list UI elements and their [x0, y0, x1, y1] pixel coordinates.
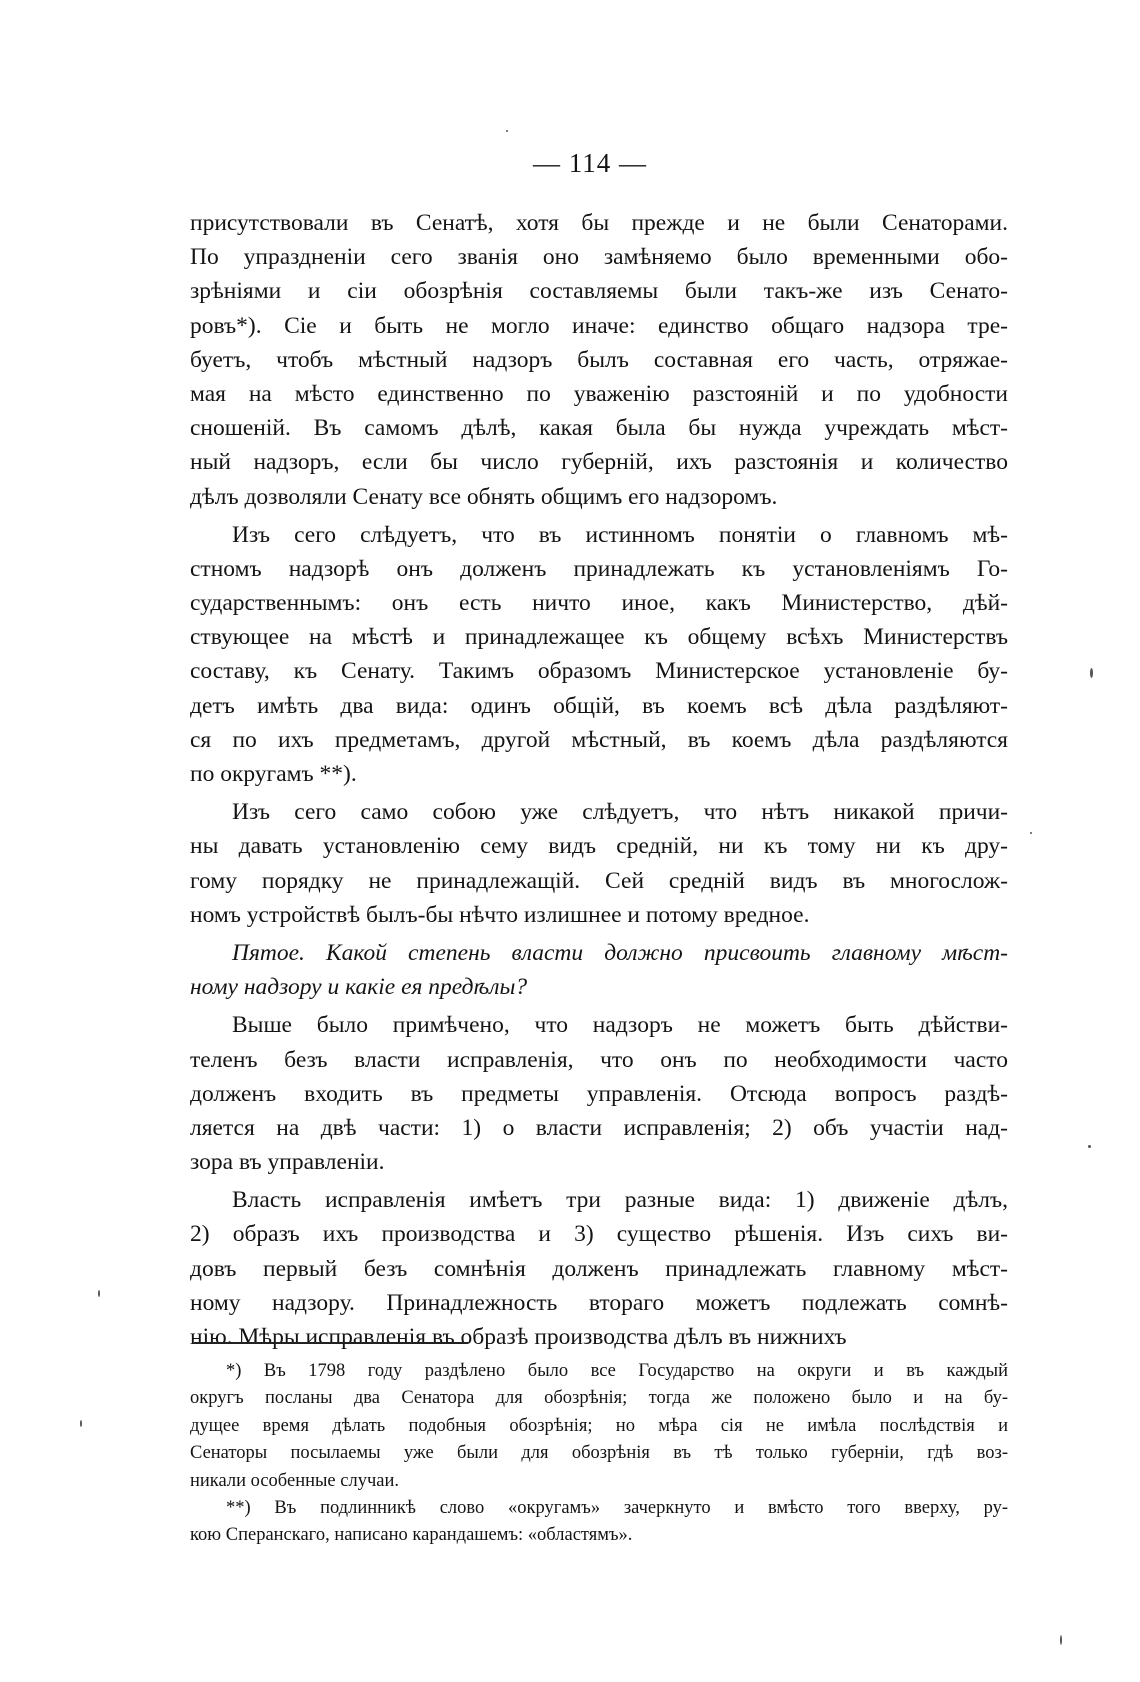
footnote-line: *) Въ 1798 году раздѣлено было все Государство на округи и въ каждый [226, 1361, 1008, 1381]
text-line: довъ первый безъ сомнѣнія долженъ принадлежать главному мѣст- [190, 1255, 1008, 1282]
text-line: сношеній. Въ самомъ дѣлѣ, какая была бы нужда учреждать мѣст- [190, 415, 1008, 442]
body-text [190, 206, 1008, 1354]
text-line: нію. Мѣры исправленія въ образѣ производства дѣлъ въ нижнихъ [190, 1324, 847, 1350]
footnotes [190, 1358, 1008, 1550]
scan-speck [98, 1290, 100, 1297]
text-line: ствующее на мѣстѣ и принадлежащее къ общему всѣхъ Министерствъ [190, 624, 1008, 651]
paragraph [190, 206, 1008, 514]
footnote [190, 1495, 1008, 1550]
text-line: 2) образъ ихъ производства и 3) существо рѣшенія. Изъ сихъ ви- [190, 1221, 1008, 1248]
scan-speck [1060, 1635, 1062, 1645]
footnote [190, 1358, 1008, 1495]
footnote-line: кою Сперанскаго, написано карандашемъ: «областямъ». [190, 1525, 633, 1546]
footnote-line: округъ посланы два Сенатора для обозрѣнія; тогда же положено было и на бу- [190, 1388, 1008, 1409]
paragraph [190, 1183, 1008, 1354]
text-line: теленъ безъ власти исправленія, что онъ по необходимости часто [190, 1046, 1008, 1073]
text-line: сударственнымъ: онъ есть ничто иное, какъ Министерство, дѣй- [190, 590, 1008, 617]
paragraph [190, 936, 1008, 1004]
text-line: буетъ, чтобъ мѣстный надзоръ былъ составная его часть, отряжае- [190, 346, 1008, 373]
text-line: дѣлъ дозволяли Сенату все обнять общимъ его надзоромъ. [190, 483, 778, 510]
text-line: стномъ надзорѣ онъ долженъ принадлежать къ установленіямъ Го- [190, 555, 1008, 582]
text-line: ровъ*). Сіе и быть не могло иначе: единство общаго надзора тре- [190, 312, 1008, 339]
page-number: — 114 — [533, 148, 647, 178]
footnote-line: дущее время дѣлать подобныя обозрѣнія; но мѣра сія не имѣла послѣдствія и [190, 1415, 1008, 1436]
text-line: ному надзору и какіе ея предѣлы? [190, 974, 528, 1001]
scan-speck [506, 130, 508, 132]
text-line: Власть исправленія имѣетъ три разные вида: 1) движеніе дѣлъ, [232, 1187, 1008, 1214]
text-line: мая на мѣсто единственно по уваженію разстояній и по удобности [190, 380, 1008, 407]
paragraph [190, 1008, 1008, 1179]
footnote-divider [194, 1342, 468, 1344]
text-line: Изъ сего слѣдуетъ, что въ истинномъ понятіи о главномъ мѣ- [232, 521, 1008, 548]
footnote-line: никали особенные случаи. [190, 1470, 399, 1491]
footnote-line: Сенаторы посылаемы уже были для обозрѣнія въ тѣ только губерніи, гдѣ воз- [190, 1443, 1008, 1464]
scan-speck [1088, 1145, 1091, 1148]
text-line: детъ имѣть два вида: одинъ общій, въ коемъ всѣ дѣла раздѣляют- [190, 692, 1008, 719]
scan-speck [1030, 832, 1032, 834]
scan-speck [80, 1420, 82, 1427]
text-line: долженъ входить въ предметы управленія. Отсюда вопросъ раздѣ- [190, 1080, 1008, 1107]
text-line: по округамъ **). [190, 761, 357, 787]
text-line: По упраздненіи сего званія оно замѣняемо было временными обо- [190, 244, 1008, 271]
text-line: ный надзоръ, если бы число губерній, ихъ разстоянія и количество [190, 449, 1008, 476]
text-line: ному надзору. Принадлежность втораго можетъ подлежать сомнѣ- [190, 1289, 1008, 1316]
scan-speck [1090, 668, 1093, 678]
text-line: Изъ сего само собою уже слѣдуетъ, что нѣтъ никакой причи- [232, 799, 1008, 826]
paragraph [190, 795, 1008, 932]
text-line: зора въ управленіи. [190, 1149, 385, 1176]
text-line: гому порядку не принадлежащій. Сей средній видъ въ многослож- [190, 867, 1008, 894]
paragraph [190, 518, 1008, 792]
text-line: ляется на двѣ части: 1) о власти исправленія; 2) объ участіи над- [190, 1114, 1008, 1141]
text-line: номъ устройствѣ былъ-бы нѣчто излишнее и потому вредное. [190, 901, 810, 928]
text-line: зрѣніями и сіи обозрѣнія составляемы были такъ-же изъ Сенато- [190, 278, 1008, 305]
text-line: составу, къ Сенату. Такимъ образомъ Министерское установленіе бу- [190, 658, 1008, 685]
text-line: Пятое. Какой степень власти должно присвоить главному мѣст- [232, 939, 1008, 966]
text-line: присутствовали въ Сенатѣ, хотя бы прежде и не были Сенаторами. [190, 210, 1008, 236]
text-line: ны давать установленію сему видъ средній, ни къ тому ни къ дру- [190, 833, 1008, 860]
text-line: Выше было примѣчено, что надзоръ не можетъ быть дѣйстви- [232, 1012, 1008, 1039]
footnote-line: **) Въ подлинникѣ слово «округамъ» зачеркнуто и вмѣсто того вверху, ру- [226, 1497, 1008, 1518]
text-line: ся по ихъ предметамъ, другой мѣстный, въ коемъ дѣла раздѣляются [190, 726, 1008, 753]
